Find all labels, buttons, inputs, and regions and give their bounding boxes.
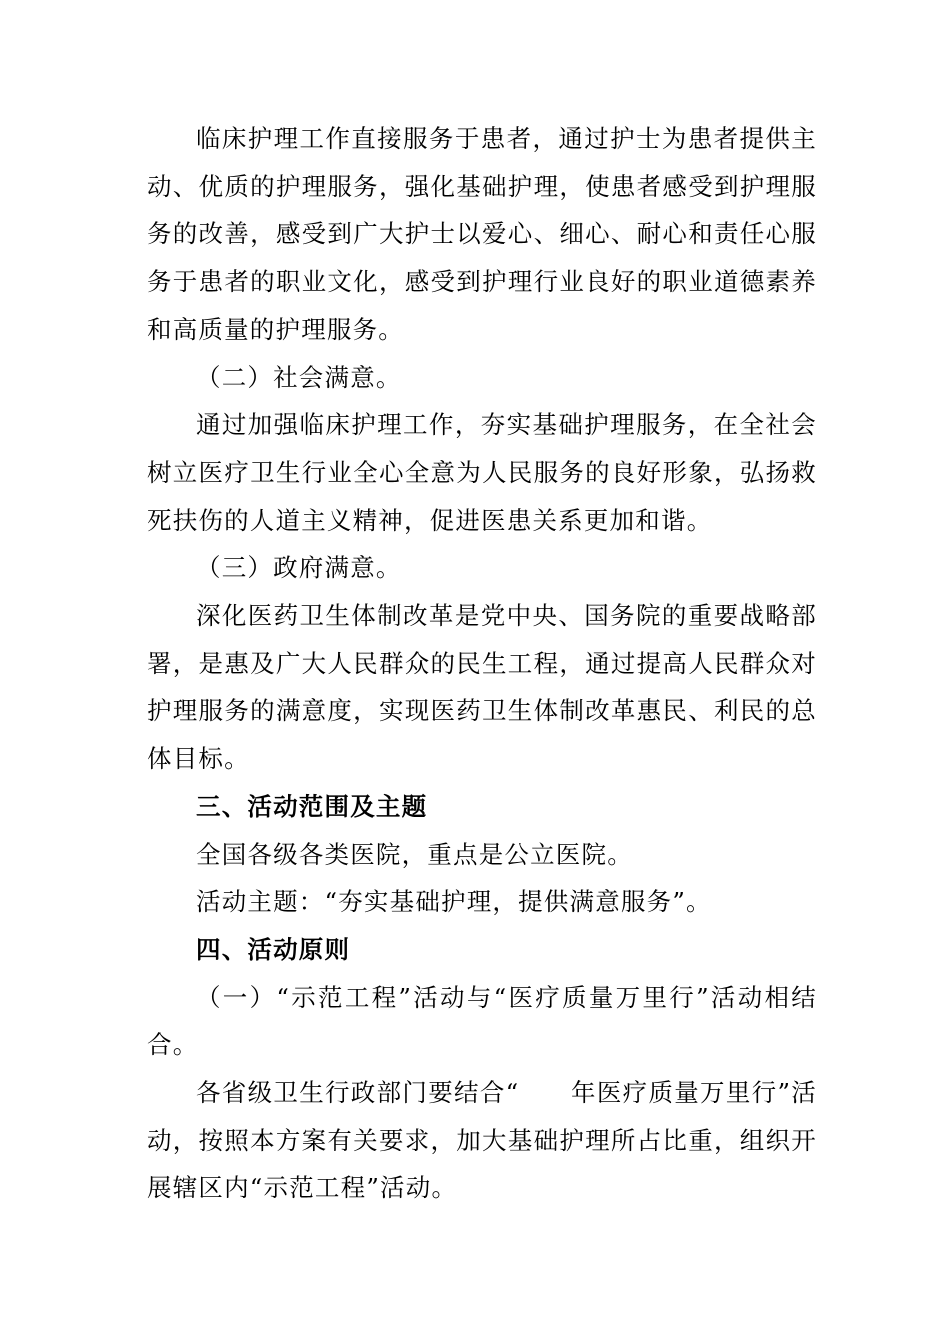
paragraph-scope: 全国各级各类医院，重点是公立医院。: [196, 839, 633, 869]
paragraph-patient-satisfaction: 临床护理工作直接服务于患者，通过护士为患者提供主动、优质的护理服务，强化基础护理，使患者感受到护理服务的改善，感受到广大护士以爱心、细心、耐心和责任心服务于患者的职业文化，感受到护理行业良好的职业道德素养和高质量的护理服务。: [147, 124, 817, 344]
subheading-social-satisfaction: （二）社会满意。: [196, 362, 402, 392]
paragraph-government-satisfaction: 深化医药卫生体制改革是党中央、国务院的重要战略部署，是惠及广大人民群众的民生工程，通过提高人民群众对护理服务的满意度，实现医药卫生体制改革惠民、利民的总体目标。: [147, 601, 817, 774]
subheading-government-satisfaction: （三）政府满意。: [196, 553, 402, 583]
subheading-principle-one: （一）“示范工程”活动与“医疗质量万里行”活动相结合。: [147, 982, 817, 1060]
document-page: [147, 115, 817, 1212]
paragraph-social-satisfaction: 通过加强临床护理工作，夯实基础护理服务，在全社会树立医疗卫生行业全心全意为人民服务的良好形象，弘扬救死扶伤的人道主义精神，促进医患关系更加和谐。: [147, 410, 817, 535]
paragraph-theme: 活动主题：“夯实基础护理，提供满意服务”。: [196, 887, 712, 917]
section-heading-scope-theme: 三、活动范围及主题: [196, 791, 428, 821]
section-heading-principles: 四、活动原则: [196, 934, 351, 964]
paragraph-principle-one: 各省级卫生行政部门要结合“ 年医疗质量万里行”活动，按照本方案有关要求，加大基础护理所占比重，组织开展辖区内“示范工程”活动。: [147, 1078, 817, 1203]
